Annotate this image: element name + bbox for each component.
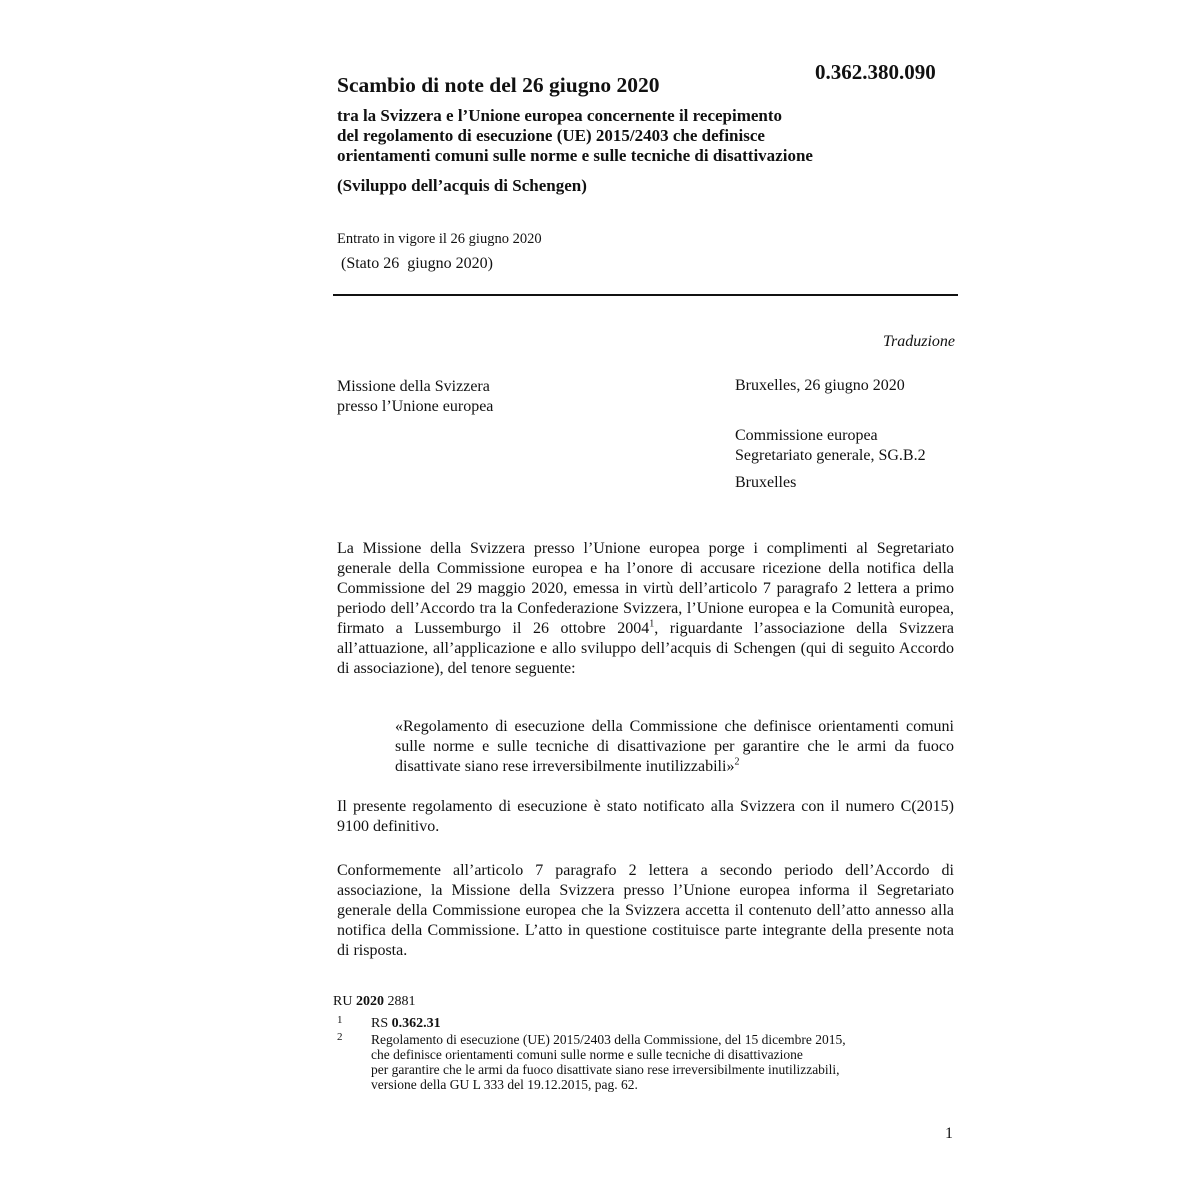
recipient-line: Segretariato generale, SG.B.2 <box>735 447 926 464</box>
footnote-text <box>371 1016 961 1031</box>
footnote-number: 2 <box>337 1031 343 1043</box>
footnote-line: per garantire che le armi da fuoco disattivate siano rese irreversibilmente inutilizzabili, <box>371 1062 840 1077</box>
sender-block <box>337 377 493 417</box>
recipient-line: Commissione europea <box>735 427 878 444</box>
footnote-prefix: RS <box>371 1016 389 1031</box>
body-paragraph: Conformemente all’articolo 7 paragrafo 2 lettera a secondo periodo dell’Accordo di associazione, la Missione della Svizzera presso l’Unione europea informa il Segretariato generale della Commissione europea che la Svizzera accetta il contenuto dell’atto annesso alla notifica della Commissione. L’atto in questione costituisce parte integrante della presente nota di risposta. <box>337 862 954 959</box>
footnote-line: Regolamento di esecuzione (UE) 2015/2403 della Commissione, del 15 dicembre 2015, <box>371 1032 846 1047</box>
recipient-city: Bruxelles <box>735 474 797 491</box>
subtitle-line: tra la Svizzera e l’Unione europea concernente il recepimento <box>337 106 783 125</box>
body-paragraph <box>337 539 954 679</box>
footnote-line: che definisce orientamenti comuni sulle norme e sulle tecniche di disattivazione <box>371 1047 803 1062</box>
sender-line: presso l’Unione europea <box>337 398 494 415</box>
header-divider <box>333 294 958 296</box>
date-line: Bruxelles, 26 giugno 2020 <box>735 377 905 394</box>
recipient-block <box>735 426 926 466</box>
paragraph-text: La Missione della Svizzera presso l’Unione europea porge i complimenti al Segretariato generale della Commissione europea e ha l’onore di accusare ricezione della notifica della Commissione del 29 maggio 2020, emessa in virtù dell’articolo 7 paragrafo 2 lettera a primo periodo dell’Accordo tra la Confederazione Svizzera, l’Unione europea e la Comunità europea, firmato a Lussemburgo il 26 ottobre 2004 <box>337 540 954 637</box>
document-title: Scambio di note del 26 giugno 2020 <box>337 73 660 97</box>
subtitle-line: orientamenti comuni sulle norme e sulle tecniche di disattivazione <box>337 146 813 165</box>
translation-label: Traduzione <box>882 333 955 350</box>
document-subtitle <box>337 106 957 166</box>
body-paragraph: Il presente regolamento di esecuzione è stato notificato alla Svizzera con il numero C(2015) 9100 definitivo. <box>337 798 954 835</box>
schengen-note: (Sviluppo dell’acquis di Schengen) <box>337 176 587 195</box>
paragraph-text: , riguardante l’associazione della Svizzera all’attuazione, all’applicazione e allo sviluppo dell’acquis di Schengen (qui di seguito Accordo di associazione), del tenore seguente: <box>337 620 954 677</box>
footnote-sr-number[interactable]: 0.362.31 <box>391 1016 441 1031</box>
footnote-ref[interactable]: 1 <box>649 618 655 630</box>
ru-reference <box>333 994 415 1010</box>
footnote-number: 1 <box>337 1014 343 1026</box>
ru-year: 2020 <box>355 994 384 1009</box>
entry-into-force: Entrato in vigore il 26 giugno 2020 <box>337 231 542 247</box>
ru-page: 2881 <box>387 994 416 1009</box>
sender-line: Missione della Svizzera <box>337 378 490 395</box>
quoted-title <box>395 717 954 777</box>
subtitle-line: del regolamento di esecuzione (UE) 2015/2403 che definisce <box>337 126 765 145</box>
ru-prefix: RU <box>333 994 353 1009</box>
footnote-text <box>371 1032 961 1092</box>
footnote-ref[interactable]: 2 <box>734 756 740 768</box>
quote-text: «Regolamento di esecuzione della Commissione che definisce orientamenti comuni sulle norme e sulle tecniche di disattivazione per garantire che le armi da fuoco disattivate siano rese irreversibilmente inutilizzabili» <box>395 718 954 775</box>
status-date: (Stato 26 giugno 2020) <box>341 255 493 272</box>
footnote-line: versione della GU L 333 del 19.12.2015, pag. 62. <box>371 1077 638 1092</box>
page-number: 1 <box>945 1125 953 1142</box>
sr-number: 0.362.380.090 <box>815 60 936 84</box>
